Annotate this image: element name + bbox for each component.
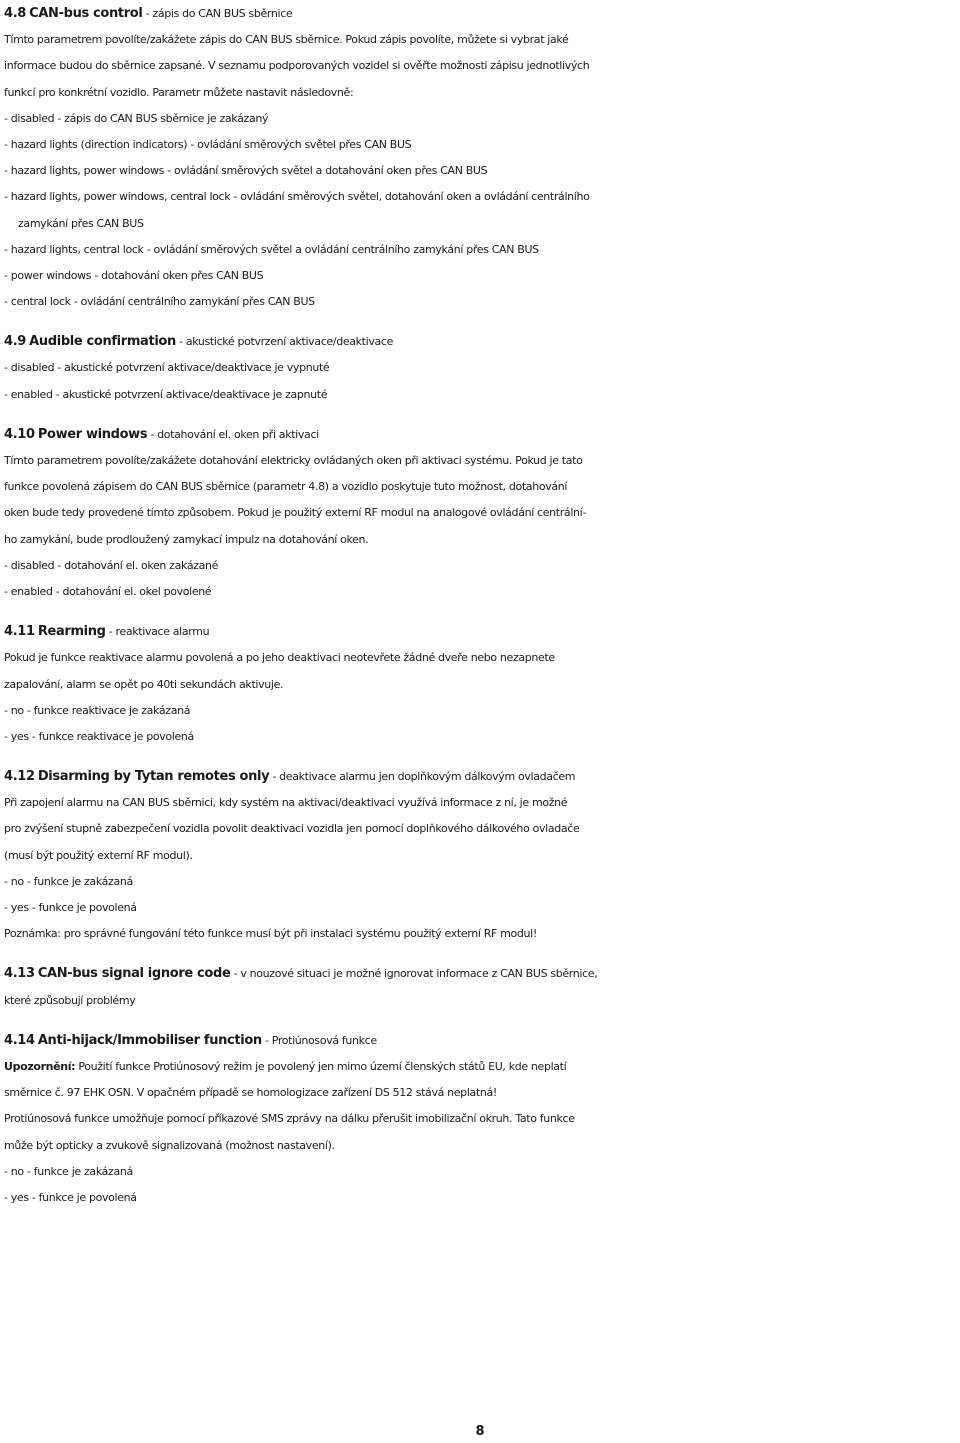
section-title: Rearming	[37, 624, 106, 640]
section-title: Audible confirmation	[29, 334, 176, 350]
section-number: 4.13	[4, 966, 35, 982]
warning-text: Použití funkce Protiúnosový režim je povolený jen mimo území členských států EU, kde neplatí	[75, 1059, 567, 1073]
document-page	[4, 0, 956, 1211]
text-line: Protiúnosová funkce umožňuje pomocí příkazové SMS zprávy na dálku přerušit imobilizační okruh. Tato funkce	[4, 1112, 575, 1126]
section-heading-4-13	[4, 961, 956, 987]
section-number: 4.10	[4, 426, 35, 442]
list-item: - hazard lights, central lock - ovládání směrových světel a ovládání centrálního zamykání přes CAN BUS	[4, 242, 539, 256]
text-line: funkcí pro konkrétní vozidlo. Parametr můžete nastavit následovně:	[4, 85, 354, 99]
section-heading-4-9	[4, 329, 956, 355]
section-number: 4.9	[4, 334, 26, 350]
list-item: - yes - funkce je povolená	[4, 901, 137, 914]
section-subtitle: - deaktivace alarmu jen doplňkovým dálkovým ovladačem	[269, 770, 576, 784]
list-item: - enabled - dotahování el. okel povolené	[4, 584, 212, 598]
list-item: - no - funkce je zakázaná	[4, 1164, 133, 1178]
section-title: Disarming by Tytan remotes only	[37, 769, 270, 785]
list-item: - no - funkce je zakázaná	[4, 874, 133, 888]
text-line: pro zvýšení stupně zabezpečení vozidla povolit deaktivaci vozidla jen pomocí doplňkového dálkového ovladače	[4, 822, 580, 836]
note-line: Poznámka: pro správné fungování této funkce musí být při instalaci systému použitý externí RF modul!	[4, 927, 537, 941]
section-heading-4-8	[4, 1, 956, 27]
text-line: které způsobují problémy	[4, 993, 136, 1007]
section-title: CAN-bus control	[29, 6, 143, 21]
text-line: Tímto parametrem povolíte/zakážete dotahování elektricky ovládaných oken při aktivaci systému. Pokud je tato	[4, 454, 583, 467]
text-line: Pokud je funkce reaktivace alarmu povolená a po jeho deaktivaci neotevřete žádné dveře nebo nezapnete	[4, 651, 555, 665]
section-subtitle: - dotahování el. oken při aktivaci	[147, 427, 319, 441]
list-item: - yes - funkce reaktivace je povolená	[4, 729, 194, 743]
section-number: 4.12	[4, 769, 35, 785]
page-number: 8	[475, 1424, 485, 1439]
list-item-continuation: zamykání přes CAN BUS	[18, 216, 144, 230]
section-subtitle: - reaktivace alarmu	[105, 625, 210, 639]
text-line: funkce povolená zápisem do CAN BUS sběrnice (parametr 4.8) a vozidlo poskytuje tuto možnost, dotahování	[4, 480, 568, 494]
text-line: (musí být použitý externí RF modul).	[4, 848, 193, 862]
text-line: oken bude tedy provedené tímto způsobem. Pokud je použitý externí RF modul na analogové ovládání centrální-	[4, 506, 586, 520]
section-number: 4.11	[4, 624, 35, 640]
section-number: 4.8	[4, 6, 26, 21]
warning-label: Upozornění:	[4, 1059, 76, 1073]
list-item: - disabled - akustické potvrzení aktivace/deaktivace je vypnuté	[4, 361, 330, 375]
text-line: Tímto parametrem povolíte/zakážete zápis do CAN BUS sběrnice. Pokud zápis povolíte, můžete si vybrat jaké	[4, 33, 569, 47]
list-item: - disabled - zápis do CAN BUS sběrnice je zakázaný	[4, 111, 269, 125]
section-subtitle: - Protiúnosová funkce	[261, 1033, 377, 1047]
list-item: - power windows - dotahování oken přes CAN BUS	[4, 268, 264, 282]
text-line: může být opticky a zvukově signalizovaná (možnost nastavení).	[4, 1138, 335, 1152]
list-item: - disabled - dotahování el. oken zakázané	[4, 558, 219, 572]
section-heading-4-10	[4, 422, 956, 448]
warning-line	[4, 1054, 956, 1080]
list-item: - hazard lights, power windows, central lock - ovládání směrových světel, dotahování oken a ovládání centrálního	[4, 190, 590, 204]
section-subtitle: - zápis do CAN BUS sběrnice	[142, 7, 293, 20]
list-item: - hazard lights, power windows - ovládání směrových světel a dotahování oken přes CAN BUS	[4, 164, 488, 178]
text-line: informace budou do sběrnice zapsané. V seznamu podporovaných vozidel si ověřte možnosti zápisu jednotlivých	[4, 59, 590, 73]
list-item: - enabled - akustické potvrzení aktivace/deaktivace je zapnuté	[4, 387, 328, 401]
section-heading-4-14	[4, 1028, 956, 1054]
text-line: zapalování, alarm se opět po 40ti sekundách aktivuje.	[4, 677, 284, 691]
list-item: - central lock - ovládání centrálního zamykání přes CAN BUS	[4, 295, 315, 309]
section-subtitle: - akustické potvrzení aktivace/deaktivace	[175, 335, 393, 349]
section-title: Power windows	[37, 426, 148, 442]
text-line: směrnice č. 97 EHK OSN. V opačném případě se homologizace zařízení DS 512 stává neplatná!	[4, 1086, 497, 1100]
section-title: Anti-hijack/Immobiliser function	[37, 1032, 262, 1048]
list-item: - yes - funkce je povolená	[4, 1190, 137, 1204]
section-subtitle: - v nouzové situaci je možné ignorovat informace z CAN BUS sběrnice,	[230, 967, 598, 981]
text-line: Při zapojení alarmu na CAN BUS sběrnici, kdy systém na aktivaci/deaktivaci využívá informace z ní, je možné	[4, 796, 568, 810]
section-number: 4.14	[4, 1032, 35, 1048]
section-title: CAN-bus signal ignore code	[37, 966, 231, 982]
text-line: ho zamykání, bude prodloužený zamykací impulz na dotahování oken.	[4, 532, 369, 546]
list-item: - hazard lights (direction indicators) - ovládání směrových světel přes CAN BUS	[4, 137, 412, 151]
section-heading-4-12	[4, 764, 956, 790]
section-heading-4-11	[4, 619, 956, 645]
list-item: - no - funkce reaktivace je zakázaná	[4, 703, 191, 717]
